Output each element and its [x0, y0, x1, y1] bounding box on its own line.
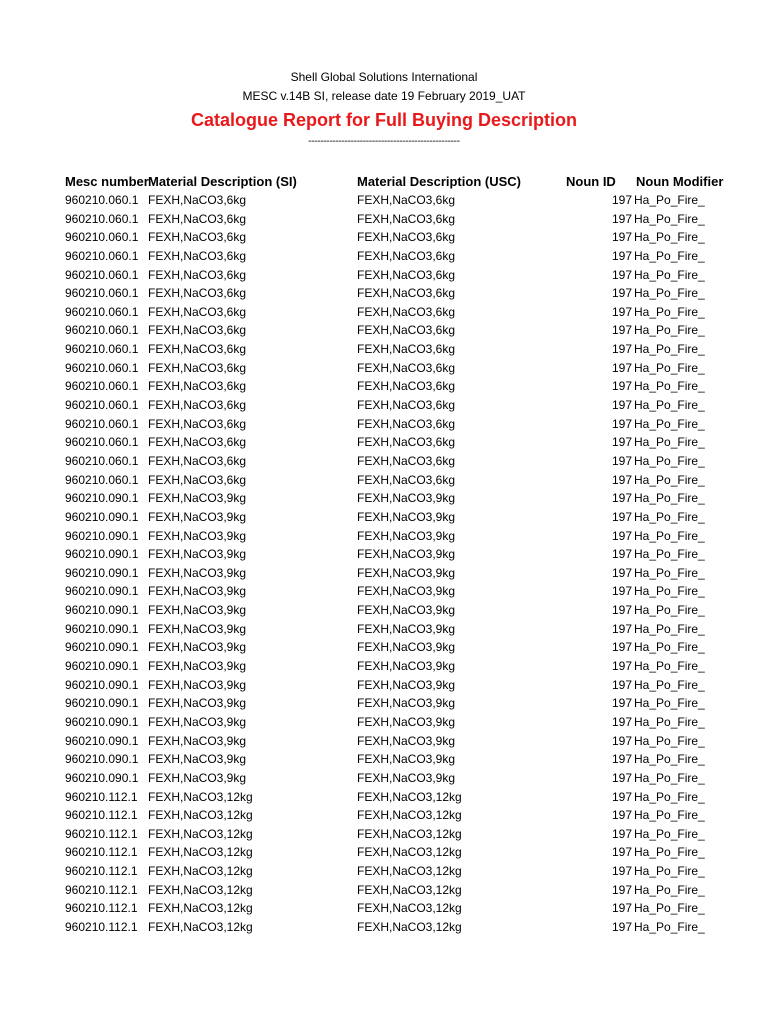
material-description-usc-cell: FEXH,NaCO3,9kg — [357, 603, 456, 618]
table-row — [0, 545, 768, 564]
material-description-usc-cell: FEXH,NaCO3,6kg — [357, 398, 456, 413]
mesc-number-cell: 960210.090.1 — [65, 714, 139, 729]
table-row — [0, 881, 768, 900]
material-description-usc-cell: FEXH,NaCO3,9kg — [357, 770, 456, 785]
mesc-number-cell: 960210.060.1 — [65, 453, 139, 468]
material-description-si-cell: FEXH,NaCO3,9kg — [148, 491, 247, 506]
material-description-si-cell: FEXH,NaCO3,9kg — [148, 547, 247, 562]
mesc-number-cell: 960210.090.1 — [65, 640, 139, 655]
noun-modifier-cell: Ha_Po_Fire_ — [634, 267, 705, 282]
noun-modifier-cell: Ha_Po_Fire_ — [634, 547, 705, 562]
noun-id-cell: 197 — [611, 752, 632, 767]
material-description-usc-cell: FEXH,NaCO3,9kg — [357, 584, 456, 599]
material-description-usc-cell: FEXH,NaCO3,9kg — [357, 509, 456, 524]
title-separator: -------------------------------------------------- — [308, 136, 460, 147]
mesc-number-cell: 960210.090.1 — [65, 733, 139, 748]
noun-modifier-cell: Ha_Po_Fire_ — [634, 323, 705, 338]
table-row — [0, 396, 768, 415]
noun-modifier-cell: Ha_Po_Fire_ — [634, 584, 705, 599]
table-row — [0, 582, 768, 601]
material-description-usc-cell: FEXH,NaCO3,9kg — [357, 528, 456, 543]
table-row — [0, 191, 768, 210]
mesc-number-cell: 960210.112.1 — [65, 808, 138, 823]
mesc-number-cell: 960210.090.1 — [65, 603, 139, 618]
table-row — [0, 750, 768, 769]
noun-modifier-cell: Ha_Po_Fire_ — [634, 770, 705, 785]
material-description-usc-cell: FEXH,NaCO3,6kg — [357, 379, 456, 394]
noun-id-cell: 197 — [611, 509, 632, 524]
catalogue-table — [0, 172, 768, 942]
noun-modifier-cell: Ha_Po_Fire_ — [634, 416, 705, 431]
material-description-si-cell: FEXH,NaCO3,9kg — [148, 528, 247, 543]
noun-id-cell: 197 — [611, 472, 632, 487]
material-description-usc-cell: FEXH,NaCO3,6kg — [357, 193, 456, 207]
noun-modifier-cell: Ha_Po_Fire_ — [634, 659, 705, 674]
mesc-number-cell: 960210.090.1 — [65, 584, 139, 599]
noun-id-cell: 197 — [611, 901, 632, 916]
material-description-usc-cell: FEXH,NaCO3,12kg — [357, 845, 462, 860]
material-description-usc-cell: FEXH,NaCO3,9kg — [357, 565, 456, 580]
noun-id-cell: 197 — [611, 323, 632, 338]
material-description-si-cell: FEXH,NaCO3,12kg — [148, 882, 253, 897]
noun-modifier-cell: Ha_Po_Fire_ — [634, 286, 705, 301]
noun-id-cell: 197 — [611, 584, 632, 599]
noun-modifier-cell: Ha_Po_Fire_ — [634, 248, 705, 263]
table-row — [0, 489, 768, 508]
mesc-number-cell: 960210.060.1 — [65, 342, 139, 357]
mesc-number-cell: 960210.112.1 — [65, 826, 138, 841]
material-description-si-cell: FEXH,NaCO3,9kg — [148, 733, 247, 748]
mesc-number-cell: 960210.090.1 — [65, 770, 139, 785]
table-row — [0, 825, 768, 844]
noun-modifier-cell: Ha_Po_Fire_ — [634, 919, 705, 934]
material-description-si-cell: FEXH,NaCO3,12kg — [148, 845, 253, 860]
noun-modifier-cell: Ha_Po_Fire_ — [634, 714, 705, 729]
noun-id-cell: 197 — [611, 267, 632, 282]
material-description-usc-cell: FEXH,NaCO3,9kg — [357, 659, 456, 674]
material-description-si-cell: FEXH,NaCO3,6kg — [148, 267, 247, 282]
noun-id-cell: 197 — [611, 640, 632, 655]
column-header-material-description-si: Material Description (SI) — [148, 174, 297, 189]
table-row — [0, 415, 768, 434]
table-row — [0, 210, 768, 229]
mesc-number-cell: 960210.090.1 — [65, 547, 139, 562]
material-description-usc-cell: FEXH,NaCO3,6kg — [357, 211, 456, 226]
noun-id-cell: 197 — [611, 528, 632, 543]
noun-id-cell: 197 — [611, 659, 632, 674]
material-description-si-cell: FEXH,NaCO3,6kg — [148, 342, 247, 357]
mesc-number-cell: 960210.090.1 — [65, 509, 139, 524]
noun-modifier-cell: Ha_Po_Fire_ — [634, 565, 705, 580]
noun-modifier-cell: Ha_Po_Fire_ — [634, 379, 705, 394]
noun-modifier-cell: Ha_Po_Fire_ — [634, 808, 705, 823]
material-description-si-cell: FEXH,NaCO3,9kg — [148, 603, 247, 618]
material-description-si-cell: FEXH,NaCO3,9kg — [148, 621, 247, 636]
noun-modifier-cell: Ha_Po_Fire_ — [634, 826, 705, 841]
table-row — [0, 638, 768, 657]
material-description-usc-cell: FEXH,NaCO3,12kg — [357, 864, 462, 879]
noun-id-cell: 197 — [611, 714, 632, 729]
noun-modifier-cell: Ha_Po_Fire_ — [634, 901, 705, 916]
noun-id-cell: 197 — [611, 360, 632, 375]
noun-id-cell: 197 — [611, 919, 632, 934]
material-description-si-cell: FEXH,NaCO3,12kg — [148, 864, 253, 879]
material-description-usc-cell: FEXH,NaCO3,6kg — [357, 323, 456, 338]
mesc-number-cell: 960210.060.1 — [65, 211, 139, 226]
material-description-si-cell: FEXH,NaCO3,6kg — [148, 379, 247, 394]
noun-modifier-cell: Ha_Po_Fire_ — [634, 528, 705, 543]
table-row — [0, 228, 768, 247]
organization-name: Shell Global Solutions International — [290, 70, 478, 84]
material-description-usc-cell: FEXH,NaCO3,6kg — [357, 342, 456, 357]
mesc-number-cell: 960210.060.1 — [65, 379, 139, 394]
material-description-usc-cell: FEXH,NaCO3,9kg — [357, 621, 456, 636]
noun-id-cell: 197 — [611, 491, 632, 506]
table-row — [0, 657, 768, 676]
material-description-si-cell: FEXH,NaCO3,6kg — [148, 398, 247, 413]
noun-modifier-cell: Ha_Po_Fire_ — [634, 230, 705, 245]
material-description-si-cell: FEXH,NaCO3,12kg — [148, 808, 253, 823]
column-header-noun-id: Noun ID — [566, 174, 616, 189]
mesc-number-cell: 960210.090.1 — [65, 696, 139, 711]
material-description-si-cell: FEXH,NaCO3,9kg — [148, 714, 247, 729]
mesc-number-cell: 960210.060.1 — [65, 416, 139, 431]
material-description-usc-cell: FEXH,NaCO3,9kg — [357, 733, 456, 748]
noun-modifier-cell: Ha_Po_Fire_ — [634, 621, 705, 636]
material-description-si-cell: FEXH,NaCO3,9kg — [148, 770, 247, 785]
noun-modifier-cell: Ha_Po_Fire_ — [634, 603, 705, 618]
material-description-si-cell: FEXH,NaCO3,9kg — [148, 509, 247, 524]
mesc-number-cell: 960210.060.1 — [65, 435, 139, 450]
material-description-si-cell: FEXH,NaCO3,6kg — [148, 453, 247, 468]
material-description-usc-cell: FEXH,NaCO3,9kg — [357, 640, 456, 655]
material-description-usc-cell: FEXH,NaCO3,6kg — [357, 286, 456, 301]
noun-modifier-cell: Ha_Po_Fire_ — [634, 677, 705, 692]
mesc-number-cell: 960210.060.1 — [65, 267, 139, 282]
noun-id-cell: 197 — [611, 826, 632, 841]
noun-modifier-cell: Ha_Po_Fire_ — [634, 342, 705, 357]
noun-id-cell: 197 — [611, 733, 632, 748]
table-row — [0, 694, 768, 713]
noun-id-cell: 197 — [611, 304, 632, 319]
table-row — [0, 843, 768, 862]
mesc-number-cell: 960210.060.1 — [65, 398, 139, 413]
noun-modifier-cell: Ha_Po_Fire_ — [634, 640, 705, 655]
mesc-number-cell: 960210.060.1 — [65, 286, 139, 301]
table-row — [0, 769, 768, 788]
noun-id-cell: 197 — [611, 770, 632, 785]
table-row — [0, 732, 768, 751]
table-row — [0, 247, 768, 266]
material-description-usc-cell: FEXH,NaCO3,12kg — [357, 919, 462, 934]
noun-id-cell: 197 — [611, 230, 632, 245]
material-description-si-cell: FEXH,NaCO3,6kg — [148, 230, 247, 245]
noun-modifier-cell: Ha_Po_Fire_ — [634, 435, 705, 450]
mesc-number-cell: 960210.060.1 — [65, 304, 139, 319]
material-description-usc-cell: FEXH,NaCO3,6kg — [357, 230, 456, 245]
noun-id-cell: 197 — [611, 342, 632, 357]
mesc-number-cell: 960210.060.1 — [65, 230, 139, 245]
mesc-number-cell: 960210.112.1 — [65, 845, 138, 860]
material-description-si-cell: FEXH,NaCO3,6kg — [148, 286, 247, 301]
noun-id-cell: 197 — [611, 453, 632, 468]
mesc-number-cell: 960210.060.1 — [65, 360, 139, 375]
noun-id-cell: 197 — [611, 193, 632, 207]
noun-id-cell: 197 — [611, 416, 632, 431]
material-description-si-cell: FEXH,NaCO3,12kg — [148, 919, 253, 934]
noun-modifier-cell: Ha_Po_Fire_ — [634, 789, 705, 804]
table-row — [0, 713, 768, 732]
table-row — [0, 452, 768, 471]
mesc-number-cell: 960210.060.1 — [65, 193, 139, 207]
page-title: Catalogue Report for Full Buying Description — [190, 110, 577, 130]
noun-modifier-cell: Ha_Po_Fire_ — [634, 864, 705, 879]
material-description-si-cell: FEXH,NaCO3,9kg — [148, 677, 247, 692]
table-body — [0, 191, 768, 937]
material-description-si-cell: FEXH,NaCO3,6kg — [148, 472, 247, 487]
material-description-si-cell: FEXH,NaCO3,6kg — [148, 211, 247, 226]
material-description-si-cell: FEXH,NaCO3,6kg — [148, 360, 247, 375]
noun-id-cell: 197 — [611, 211, 632, 226]
column-header-material-description-usc: Material Description (USC) — [357, 174, 521, 189]
mesc-number-cell: 960210.112.1 — [65, 864, 138, 879]
material-description-usc-cell: FEXH,NaCO3,9kg — [357, 752, 456, 767]
material-description-usc-cell: FEXH,NaCO3,9kg — [357, 696, 456, 711]
table-row — [0, 899, 768, 918]
material-description-usc-cell: FEXH,NaCO3,9kg — [357, 547, 456, 562]
material-description-si-cell: FEXH,NaCO3,6kg — [148, 193, 247, 207]
material-description-si-cell: FEXH,NaCO3,9kg — [148, 565, 247, 580]
noun-id-cell: 197 — [611, 398, 632, 413]
mesc-number-cell: 960210.090.1 — [65, 528, 139, 543]
noun-id-cell: 197 — [611, 808, 632, 823]
mesc-number-cell: 960210.090.1 — [65, 491, 139, 506]
table-row — [0, 601, 768, 620]
mesc-number-cell: 960210.060.1 — [65, 323, 139, 338]
material-description-usc-cell: FEXH,NaCO3,6kg — [357, 453, 456, 468]
noun-id-cell: 197 — [611, 845, 632, 860]
mesc-number-cell: 960210.112.1 — [65, 901, 138, 916]
material-description-si-cell: FEXH,NaCO3,6kg — [148, 435, 247, 450]
noun-id-cell: 197 — [611, 379, 632, 394]
noun-id-cell: 197 — [611, 547, 632, 562]
noun-modifier-cell: Ha_Po_Fire_ — [634, 491, 705, 506]
material-description-usc-cell: FEXH,NaCO3,6kg — [357, 435, 456, 450]
material-description-si-cell: FEXH,NaCO3,6kg — [148, 416, 247, 431]
noun-id-cell: 197 — [611, 696, 632, 711]
material-description-si-cell: FEXH,NaCO3,9kg — [148, 752, 247, 767]
noun-id-cell: 197 — [611, 603, 632, 618]
column-header-noun-modifier: Noun Modifier — [636, 174, 724, 189]
noun-modifier-cell: Ha_Po_Fire_ — [634, 733, 705, 748]
material-description-usc-cell: FEXH,NaCO3,6kg — [357, 416, 456, 431]
mesc-number-cell: 960210.090.1 — [65, 752, 139, 767]
table-row — [0, 620, 768, 639]
noun-modifier-cell: Ha_Po_Fire_ — [634, 882, 705, 897]
material-description-si-cell: FEXH,NaCO3,6kg — [148, 304, 247, 319]
noun-id-cell: 197 — [611, 248, 632, 263]
noun-modifier-cell: Ha_Po_Fire_ — [634, 509, 705, 524]
mesc-number-cell: 960210.112.1 — [65, 882, 138, 897]
table-row — [0, 471, 768, 490]
mesc-number-cell: 960210.090.1 — [65, 621, 139, 636]
table-row — [0, 527, 768, 546]
noun-modifier-cell: Ha_Po_Fire_ — [634, 472, 705, 487]
mesc-release-line: MESC v.14B SI, release date 19 February 2019_UAT — [242, 89, 526, 103]
noun-modifier-cell: Ha_Po_Fire_ — [634, 360, 705, 375]
noun-id-cell: 197 — [611, 789, 632, 804]
material-description-usc-cell: FEXH,NaCO3,12kg — [357, 826, 462, 841]
column-header-mesc-number: Mesc number — [65, 174, 149, 189]
material-description-usc-cell: FEXH,NaCO3,6kg — [357, 472, 456, 487]
noun-modifier-cell: Ha_Po_Fire_ — [634, 696, 705, 711]
material-description-usc-cell: FEXH,NaCO3,12kg — [357, 901, 462, 916]
material-description-usc-cell: FEXH,NaCO3,9kg — [357, 677, 456, 692]
material-description-si-cell: FEXH,NaCO3,9kg — [148, 696, 247, 711]
noun-modifier-cell: Ha_Po_Fire_ — [634, 752, 705, 767]
noun-id-cell: 197 — [611, 864, 632, 879]
table-row — [0, 284, 768, 303]
mesc-number-cell: 960210.090.1 — [65, 565, 139, 580]
table-row — [0, 564, 768, 583]
noun-id-cell: 197 — [611, 286, 632, 301]
table-row — [0, 340, 768, 359]
table-row — [0, 918, 768, 937]
table-row — [0, 806, 768, 825]
noun-id-cell: 197 — [611, 882, 632, 897]
noun-id-cell: 197 — [611, 565, 632, 580]
table-row — [0, 377, 768, 396]
material-description-si-cell: FEXH,NaCO3,12kg — [148, 789, 253, 804]
noun-modifier-cell: Ha_Po_Fire_ — [634, 193, 705, 207]
material-description-si-cell: FEXH,NaCO3,9kg — [148, 640, 247, 655]
noun-modifier-cell: Ha_Po_Fire_ — [634, 304, 705, 319]
mesc-number-cell: 960210.112.1 — [65, 919, 138, 934]
table-row — [0, 321, 768, 340]
material-description-usc-cell: FEXH,NaCO3,9kg — [357, 491, 456, 506]
table-row — [0, 433, 768, 452]
noun-modifier-cell: Ha_Po_Fire_ — [634, 398, 705, 413]
table-row — [0, 359, 768, 378]
mesc-number-cell: 960210.090.1 — [65, 659, 139, 674]
table-row — [0, 303, 768, 322]
table-row — [0, 266, 768, 285]
material-description-usc-cell: FEXH,NaCO3,6kg — [357, 304, 456, 319]
material-description-usc-cell: FEXH,NaCO3,12kg — [357, 808, 462, 823]
material-description-usc-cell: FEXH,NaCO3,9kg — [357, 714, 456, 729]
material-description-si-cell: FEXH,NaCO3,12kg — [148, 901, 253, 916]
noun-id-cell: 197 — [611, 677, 632, 692]
material-description-si-cell: FEXH,NaCO3,6kg — [148, 323, 247, 338]
noun-id-cell: 197 — [611, 435, 632, 450]
material-description-si-cell: FEXH,NaCO3,9kg — [148, 584, 247, 599]
mesc-number-cell: 960210.090.1 — [65, 677, 139, 692]
noun-modifier-cell: Ha_Po_Fire_ — [634, 211, 705, 226]
mesc-number-cell: 960210.112.1 — [65, 789, 138, 804]
table-row — [0, 676, 768, 695]
material-description-usc-cell: FEXH,NaCO3,6kg — [357, 248, 456, 263]
material-description-usc-cell: FEXH,NaCO3,12kg — [357, 789, 462, 804]
mesc-number-cell: 960210.060.1 — [65, 248, 139, 263]
material-description-si-cell: FEXH,NaCO3,12kg — [148, 826, 253, 841]
noun-modifier-cell: Ha_Po_Fire_ — [634, 845, 705, 860]
noun-id-cell: 197 — [611, 621, 632, 636]
noun-modifier-cell: Ha_Po_Fire_ — [634, 453, 705, 468]
material-description-si-cell: FEXH,NaCO3,9kg — [148, 659, 247, 674]
table-row — [0, 788, 768, 807]
mesc-number-cell: 960210.060.1 — [65, 472, 139, 487]
material-description-usc-cell: FEXH,NaCO3,6kg — [357, 267, 456, 282]
table-row — [0, 508, 768, 527]
material-description-usc-cell: FEXH,NaCO3,12kg — [357, 882, 462, 897]
material-description-usc-cell: FEXH,NaCO3,6kg — [357, 360, 456, 375]
material-description-si-cell: FEXH,NaCO3,6kg — [148, 248, 247, 263]
table-row — [0, 862, 768, 881]
